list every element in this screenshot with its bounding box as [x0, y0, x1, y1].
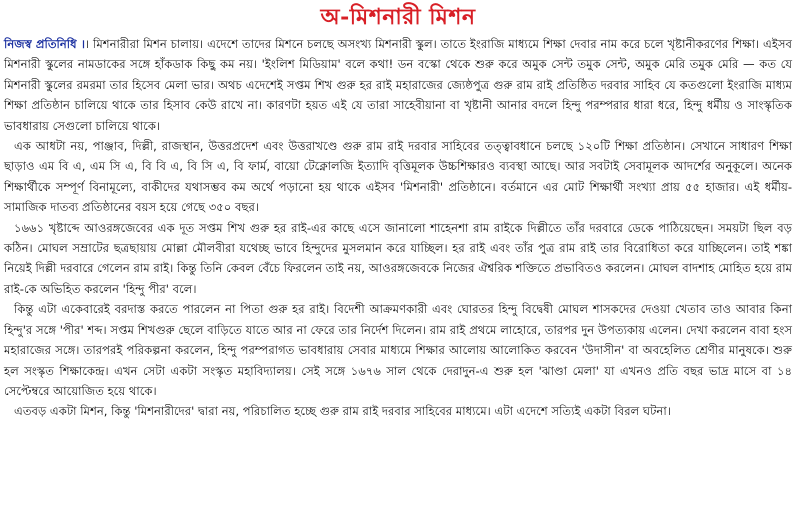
article-title: অ-মিশনারী মিশন	[320, 4, 476, 30]
article-paragraph: এক আধটা নয়, পাঞ্জাব, দিল্লী, রাজস্থান, উত্তরপ্রদেশ এবং উত্তরাখণ্ডে গুরু রাম রাই দরবার সাহিবের তত্ত্বাবধানে চলছে ১২০টি শিক্ষা প্রতিষ্ঠান। সেখানে সাধারণ শিক্ষা ছাড়াও এম বি এ, এম সি এ, বি বি এ, বি সি এ, বি ফার্ম, বায়ো টেক্নোলজি ইত্যাদি বৃত্তিমূলক উচ্চশিক্ষারও ব্যবস্থা আছে। আর সবটাই সেবামূলক আদর্শের অনুকূলে। অনেক শিক্ষার্থীকে সম্পূর্ণ বিনামূল্যে, বাকীদের যথাসম্ভব কম অর্থে পড়ানো হয় থাকে এইসব 'মিশনারী' প্রতিষ্ঠানে। বর্তমানে এর মোট শিক্ষার্থী সংখ্যা প্রায় ৫৫ হাজার। এই ধর্মীয়-সামাজিক দাতব্য প্রতিষ্ঠানের বয়স হয়ে গেছে ৩৫০ বছর।	[4, 139, 792, 215]
paragraph-text: । মিশনারীরা মিশন চালায়। এদেশে তাদের মিশনে চলছে অসংখ্য মিশনারী স্কুল। তাতে ইংরাজি মাধ্যমে শিক্ষা দেবার নাম করে চলে খৃষ্টানীকরণের শিক্ষা। এইসব মিশনারী স্কুলের নামডাকের সঙ্গে হাঁকডাক কিছু কম নয়। 'ইংলিশ মিডিয়াম' বলে কথা! ডন বস্কো থেকে শুরু করে অমুক সেন্ট তমুক সেন্ট, অমুক মেরি তমুক মেরি — কত যে মিশনারী স্কুলের রমরমা তার হিসেব মেলা ভার। অথচ এদেশেই সপ্তম শিখ গুরু হর রাই মহারাজের জ্যেষ্ঠপুত্র গুরু রাম রাই প্রতিষ্ঠিত দরবার সাহিব যে কতগুলো ইংরাজি মাধ্যম শিক্ষা প্রতিষ্ঠান চালিয়ে থাকে তার হিসাব কেউ রাখে না। কারণটা হয়ত এই যে তারা সাহেবীয়ানা বা খৃষ্টানী আনার বদলে হিন্দু পরম্পরার ধারা ধরে, হিন্দু ধর্মীয় ও সাংস্কৃতিক ভাবধারায় সেগুলো চালিয়ে থাকে।	[4, 37, 793, 133]
article-body	[4, 34, 792, 422]
article-paragraph: কিন্তু এটা একেবারেই বরদাস্ত করতে পারলেন না পিতা গুরু হর রাই। বিদেশী আক্রমণকারী এবং ঘোরতর হিন্দু বিদ্বেষী মোঘল শাসকদের দেওয়া খেতাব তাও আবার কিনা হিন্দু'র সঙ্গে 'পীর' শব্দ। সপ্তম শিখগুরু ছেলে বাড়িতে যাতে আর না ফেরে তার নির্দেশ দিলেন। রাম রাই প্রথমে লাহোরে, তারপর দুন উপত্যকায় এলেন। দেখা করলেন বাবা হংস মহারাজের সঙ্গে। তারপরই পরিকল্পনা করলেন, হিন্দু পরম্পরাগত ভাবধারায় সেবার মাধ্যমে শিক্ষার আলোয় আলোকিত করবেন 'উদাসীন' বা অবহেলিত শ্রেণীর মানুষকে। শুরু হল সংস্কৃত শিক্ষাকেন্দ্র। এখন সেটা একটা সংস্কৃত মহাবিদ্যালয়। সেই সঙ্গে ১৬৭৬ সাল থেকে দেরাদুন-এ শুরু হল 'ঝাণ্ডা মেলা' যা এখনও প্রতি বছর ভাদ্র মাসে বা ১৪ সেপ্টেম্বরে আয়োজিত হয়ে থাকে।	[4, 302, 792, 398]
article-paragraph: ১৬৬১ খৃষ্টাব্দে আওরঙ্গজেবের এক দূত সপ্তম শিখ গুরু হর রাই-এর কাছে এসে জানালো শাহেনশা রাম রাইকে দিল্লীতে তাঁর দরবারে ডেকে পাঠিয়েছেন। সময়টা ছিল বড় কঠিন। মোঘল সম্রাটের ছত্রছায়ায় মোল্লা মৌলবীরা যথেচ্ছ ভাবে হিন্দুদের মুসলমান করে যাচ্ছিল। হর রাই এবং তাঁর পুত্র রাম রাই তার বিরোধিতা করে যাচ্ছিলেন। তাই শঙ্কা নিয়েই দিল্লী দরবারে গেলেন রাম রাই। কিন্তু তিনি কেবল বেঁচে ফিরলেন তাই নয়, আওরঙ্গজেবকে নিজের ঐশ্বরিক শক্তিতে প্রভাবিতও করলেন। মোঘল বাদশাহ মোহিত হয়ে রাম রাই-কে অভিহিত করলেন 'হিন্দু পীর' বলে।	[4, 220, 792, 296]
byline: নিজস্ব প্রতিনিধি ।	[4, 37, 85, 51]
article-paragraph	[4, 34, 792, 136]
article-paragraph: এতবড় একটা মিশন, কিন্তু 'মিশনারীদের' দ্বারা নয়, পরিচালিত হচ্ছে গুরু রাম রাই দরবার সাহিবের মাধ্যমে। এটা এদেশে সত্যিই একটা বিরল ঘটনা।	[14, 404, 671, 419]
